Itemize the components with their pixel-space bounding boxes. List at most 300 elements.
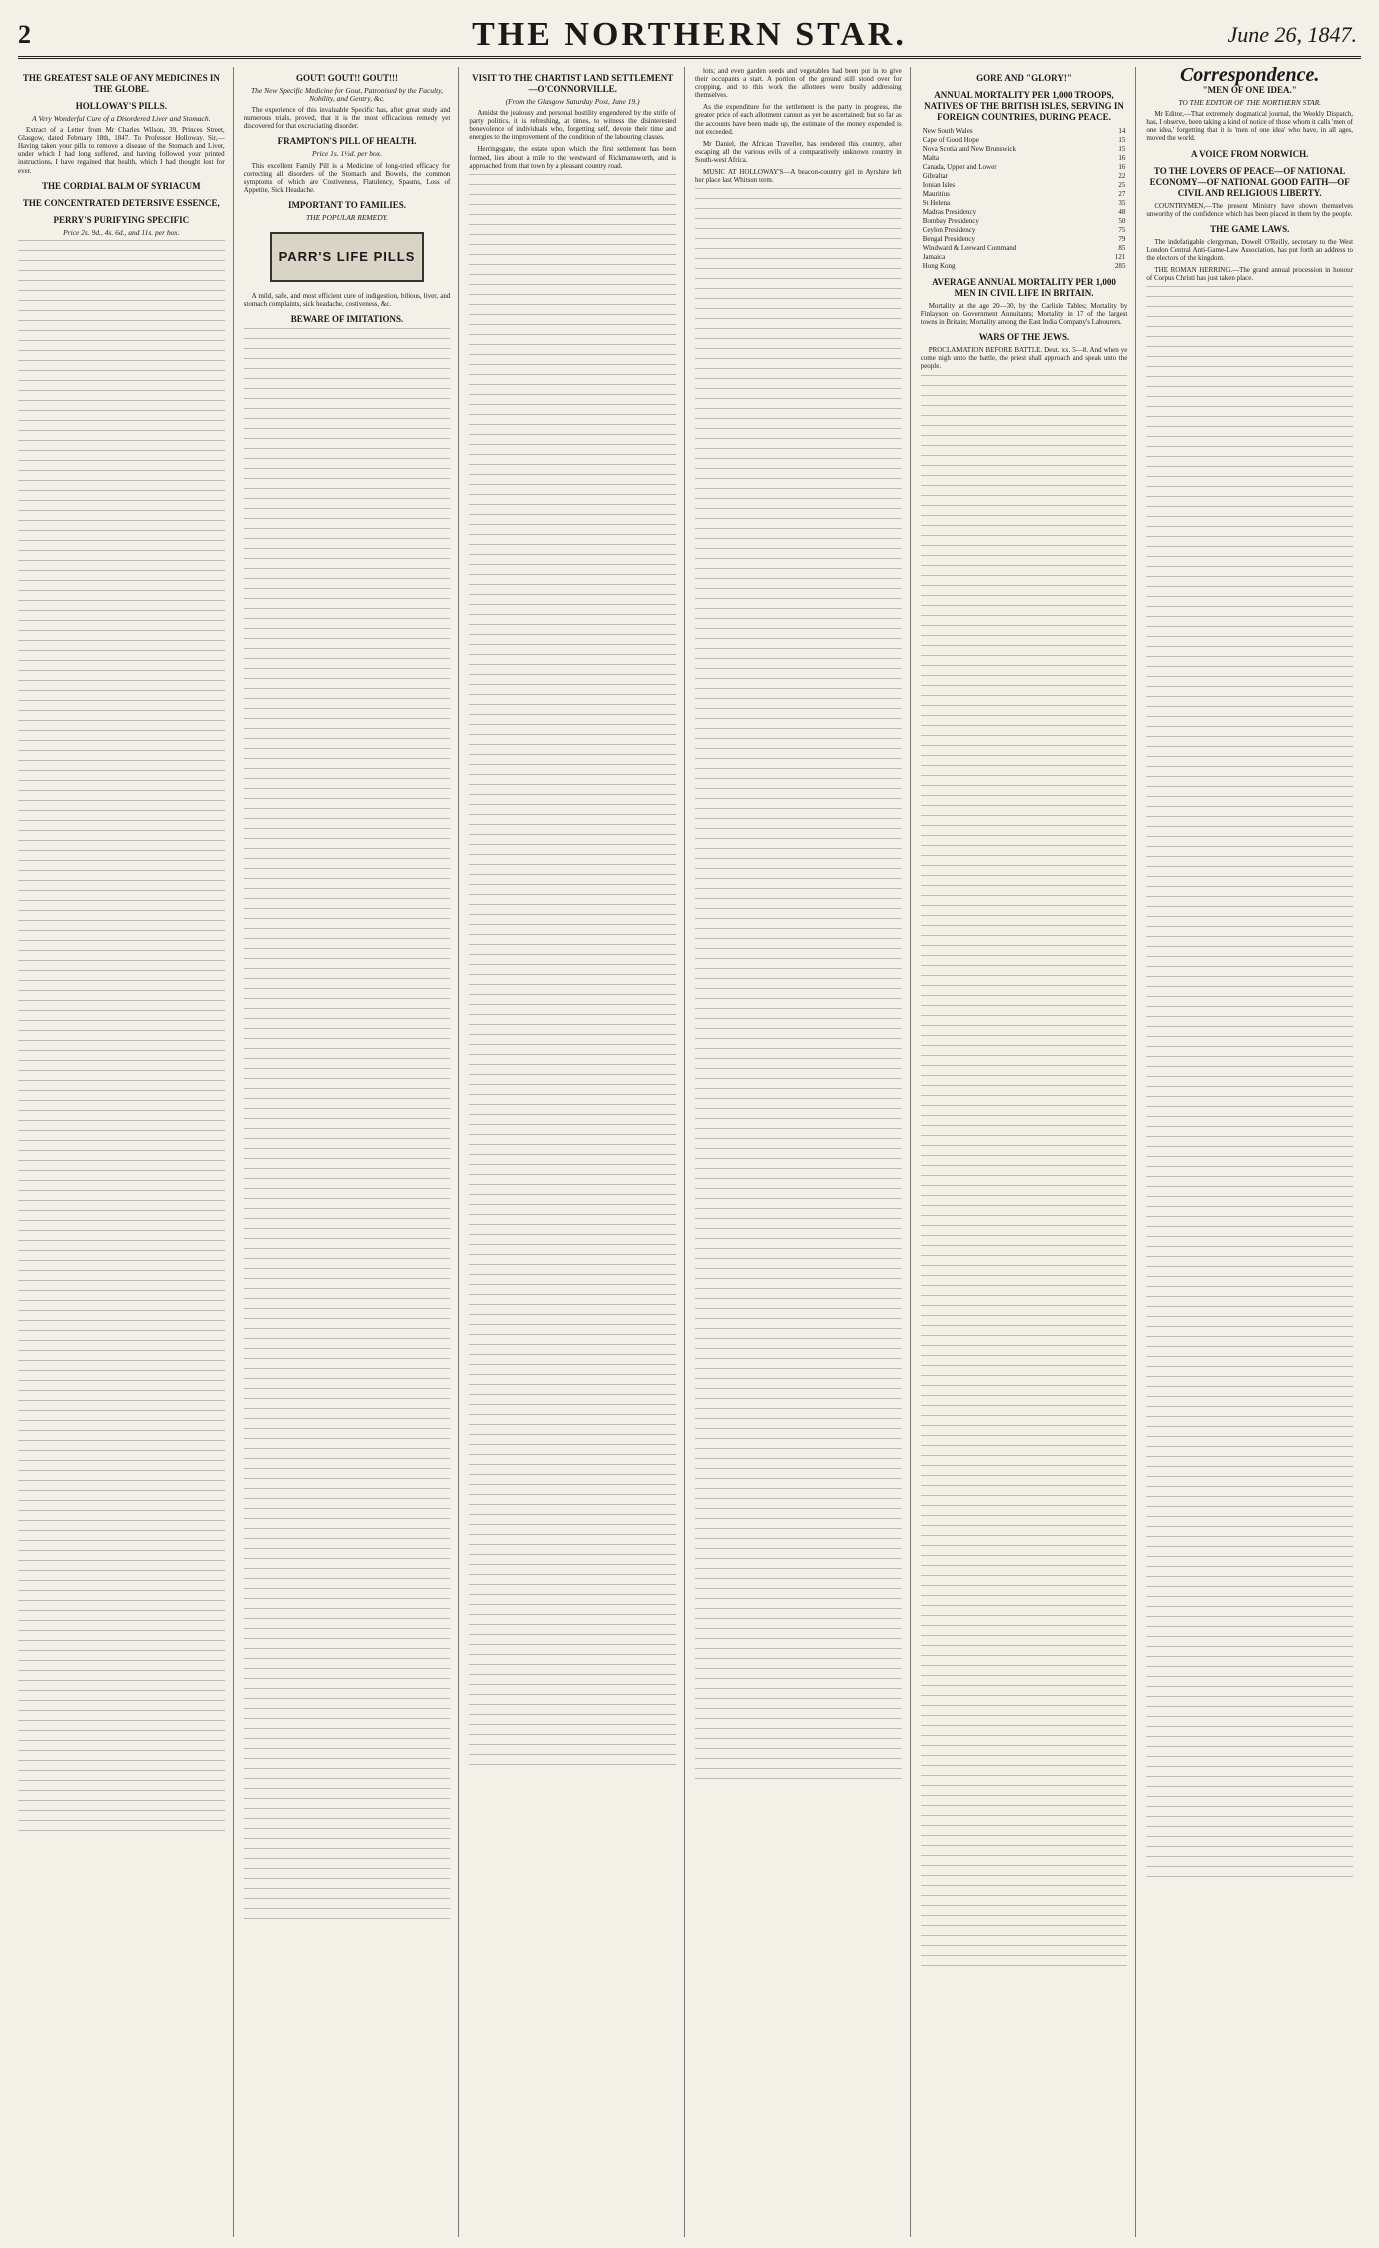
- text-line: [1146, 1036, 1353, 1044]
- text-line: [469, 1004, 676, 1012]
- text-line: [921, 665, 1128, 673]
- text-line: [244, 958, 451, 966]
- text-line: [1146, 306, 1353, 314]
- column-2: [244, 67, 460, 2237]
- text-line: [921, 1155, 1128, 1163]
- text-line: [469, 924, 676, 932]
- text-line: [469, 634, 676, 642]
- text-line: [921, 445, 1128, 453]
- text-line: [1146, 1296, 1353, 1304]
- text-line: [469, 1024, 676, 1032]
- table-row: [921, 208, 1128, 217]
- text-line: [921, 1655, 1128, 1663]
- text-line: [469, 834, 676, 842]
- table-cell-rate: 16: [1118, 154, 1126, 162]
- text-line: [1146, 966, 1353, 974]
- text-line: [18, 1590, 225, 1598]
- text-line: [469, 664, 676, 672]
- masthead: [18, 12, 1361, 59]
- table-row: [921, 226, 1128, 235]
- article-paragraph: Amidst the jealousy and personal hostility engendered by the strife of party politics, it is refreshing, at times, to witness the disinterested benevolence of individuals who, forgetting self, devote their time and energies to the improvement of the condition of the labouring classes.: [469, 109, 677, 142]
- text-line: [921, 1195, 1128, 1203]
- text-line: [469, 1064, 676, 1072]
- text-line: [921, 1645, 1128, 1653]
- text-line: [244, 1228, 451, 1236]
- text-line: [921, 435, 1128, 443]
- text-line: [18, 1040, 225, 1048]
- text-line: [695, 1168, 902, 1176]
- text-line: [18, 860, 225, 868]
- text-line: [244, 328, 451, 336]
- table-cell-place: New South Wales: [922, 127, 973, 135]
- text-line: [469, 714, 676, 722]
- text-line: [695, 1158, 902, 1166]
- text-line: [1146, 816, 1353, 824]
- text-line: [1146, 406, 1353, 414]
- text-line: [1146, 1196, 1353, 1204]
- text-line: [921, 505, 1128, 513]
- text-line: [695, 1748, 902, 1756]
- text-line: [18, 1350, 225, 1358]
- text-line: [695, 1248, 902, 1256]
- text-line: [1146, 1776, 1353, 1784]
- text-line: [469, 1364, 676, 1372]
- text-line: [921, 1755, 1128, 1763]
- text-line: [18, 670, 225, 678]
- text-line: [18, 1320, 225, 1328]
- text-line: [244, 1098, 451, 1106]
- text-line: [695, 1128, 902, 1136]
- text-line: [1146, 1546, 1353, 1554]
- text-line: [695, 1258, 902, 1266]
- text-line: [1146, 1836, 1353, 1844]
- text-line: [469, 814, 676, 822]
- text-line: [244, 618, 451, 626]
- text-line: [921, 1375, 1128, 1383]
- text-line: [921, 1015, 1128, 1023]
- text-line: [1146, 1616, 1353, 1624]
- text-line: [18, 910, 225, 918]
- text-line: [1146, 1056, 1353, 1064]
- text-line: [695, 1568, 902, 1576]
- text-line: [921, 1625, 1128, 1633]
- text-line: [244, 1138, 451, 1146]
- text-line: [1146, 606, 1353, 614]
- text-line: [244, 808, 451, 816]
- text-line: [695, 1278, 902, 1286]
- text-line: [18, 1560, 225, 1568]
- text-line: [469, 994, 676, 1002]
- text-line: [18, 1460, 225, 1468]
- text-line: [921, 1065, 1128, 1073]
- text-line: [244, 1538, 451, 1546]
- text-line: [18, 1120, 225, 1128]
- article-heading: THE GREATEST SALE OF ANY MEDICINES IN THE GLOBE.: [22, 73, 220, 94]
- text-line: [1146, 1806, 1353, 1814]
- column-6: [1146, 67, 1361, 2237]
- text-line: [469, 1514, 676, 1522]
- text-line: [469, 1524, 676, 1532]
- text-line: [18, 1670, 225, 1678]
- text-line: [921, 1095, 1128, 1103]
- text-line: [695, 1198, 902, 1206]
- text-line: [244, 1268, 451, 1276]
- text-line: [469, 1234, 676, 1242]
- text-line: [1146, 706, 1353, 714]
- text-line: [921, 1535, 1128, 1543]
- advertisement-banner: PARR'S LIFE PILLS: [270, 232, 424, 282]
- text-line: [695, 338, 902, 346]
- text-line: [18, 550, 225, 558]
- text-line: [18, 1510, 225, 1518]
- text-line: [1146, 956, 1353, 964]
- text-line: [695, 1088, 902, 1096]
- text-line: [695, 1578, 902, 1586]
- text-line: [244, 528, 451, 536]
- text-line: [921, 1805, 1128, 1813]
- text-line: [244, 1608, 451, 1616]
- text-line: [1146, 1306, 1353, 1314]
- text-line: [469, 414, 676, 422]
- text-line: [469, 854, 676, 862]
- text-line: [18, 1450, 225, 1458]
- text-line: [695, 1228, 902, 1236]
- text-line: [18, 1030, 225, 1038]
- text-line: [244, 1658, 451, 1666]
- text-line: [469, 614, 676, 622]
- text-line: [921, 1365, 1128, 1373]
- text-line: [1146, 1046, 1353, 1054]
- text-line: [921, 985, 1128, 993]
- text-line: [921, 1735, 1128, 1743]
- text-line: [244, 1308, 451, 1316]
- text-line: [244, 978, 451, 986]
- text-line: [18, 1810, 225, 1818]
- text-line: [244, 1198, 451, 1206]
- text-line: [695, 828, 902, 836]
- text-line: [695, 478, 902, 486]
- text-line: [921, 685, 1128, 693]
- text-line: [695, 188, 902, 196]
- text-line: [18, 1580, 225, 1588]
- text-line: [695, 378, 902, 386]
- text-line: [1146, 1646, 1353, 1654]
- text-line: [469, 1654, 676, 1662]
- text-line: [18, 1380, 225, 1388]
- text-line: [18, 1270, 225, 1278]
- text-line: [18, 730, 225, 738]
- article-subheading: Price 1s. 1½d. per box.: [312, 149, 382, 159]
- text-line: [469, 1724, 676, 1732]
- text-line: [244, 908, 451, 916]
- text-line: [921, 705, 1128, 713]
- text-line: [469, 1244, 676, 1252]
- text-line: [921, 485, 1128, 493]
- text-line: [921, 1005, 1128, 1013]
- text-line: [244, 1408, 451, 1416]
- text-line: [921, 1235, 1128, 1243]
- text-line: [469, 824, 676, 832]
- text-line: [1146, 1166, 1353, 1174]
- text-line: [469, 1434, 676, 1442]
- text-line: [695, 858, 902, 866]
- text-line: [695, 998, 902, 1006]
- text-line: [469, 784, 676, 792]
- text-line: [1146, 1446, 1353, 1454]
- text-line: [469, 964, 676, 972]
- text-line: [1146, 546, 1353, 554]
- text-line: [695, 1068, 902, 1076]
- text-line: [469, 1564, 676, 1572]
- text-line: [469, 1094, 676, 1102]
- text-line: [18, 1200, 225, 1208]
- text-line: [18, 390, 225, 398]
- text-line: [244, 458, 451, 466]
- text-line: [244, 838, 451, 846]
- text-line: [1146, 1186, 1353, 1194]
- article-paragraph: Herringsgate, the estate upon which the first settlement has been formed, lies about a mile to the westward of Rickmansworth, and is approached from that town by a pleasant country road.: [469, 145, 677, 170]
- text-line: [244, 1478, 451, 1486]
- text-line: [695, 368, 902, 376]
- table-cell-rate: 14: [1118, 127, 1126, 135]
- text-line: [921, 515, 1128, 523]
- text-line: [921, 1435, 1128, 1443]
- text-line: [1146, 1236, 1353, 1244]
- text-line: [18, 1280, 225, 1288]
- text-line: [469, 1464, 676, 1472]
- text-line: [18, 900, 225, 908]
- text-line: [469, 324, 676, 332]
- text-line: [695, 698, 902, 706]
- text-line: [1146, 646, 1353, 654]
- text-line: [921, 595, 1128, 603]
- text-line: [244, 1048, 451, 1056]
- column-5: [921, 67, 1137, 2237]
- text-line: [1146, 1416, 1353, 1424]
- text-line: [921, 1245, 1128, 1253]
- text-line: [921, 605, 1128, 613]
- text-line: [18, 1600, 225, 1608]
- text-line: [244, 1838, 451, 1846]
- text-line: [244, 1698, 451, 1706]
- text-line: [469, 584, 676, 592]
- text-line: [469, 1634, 676, 1642]
- text-line: [18, 270, 225, 278]
- text-line: [1146, 1016, 1353, 1024]
- text-line: [921, 1595, 1128, 1603]
- text-line: [695, 898, 902, 906]
- text-line: [1146, 1366, 1353, 1374]
- text-line: [695, 278, 902, 286]
- text-line: [695, 868, 902, 876]
- text-line: [244, 1088, 451, 1096]
- text-line: [695, 1608, 902, 1616]
- text-line: [469, 1354, 676, 1362]
- text-line: [18, 310, 225, 318]
- text-line: [469, 1334, 676, 1342]
- text-line: [469, 384, 676, 392]
- text-line: [244, 1918, 451, 1926]
- text-line: [18, 360, 225, 368]
- text-line: [469, 1074, 676, 1082]
- text-line: [695, 1358, 902, 1366]
- text-line: [244, 668, 451, 676]
- text-line: [695, 948, 902, 956]
- text-line: [18, 1130, 225, 1138]
- text-line: [695, 1208, 902, 1216]
- table-row: [921, 163, 1128, 172]
- text-line: [18, 700, 225, 708]
- text-line: [921, 835, 1128, 843]
- text-line: [469, 1264, 676, 1272]
- text-line: [695, 968, 902, 976]
- table-cell-rate: 50: [1118, 217, 1126, 225]
- text-line: [244, 608, 451, 616]
- article-subheading: A Very Wonderful Cure of a Disordered Liver and Stomach.: [32, 114, 211, 123]
- text-line: [1146, 946, 1353, 954]
- text-line: [695, 1008, 902, 1016]
- text-line: [18, 560, 225, 568]
- text-line: [18, 1140, 225, 1148]
- text-line: [469, 1344, 676, 1352]
- text-line: [1146, 746, 1353, 754]
- text-line: [695, 1268, 902, 1276]
- text-line: [18, 690, 225, 698]
- text-line: [18, 1540, 225, 1548]
- text-line: [1146, 1456, 1353, 1464]
- text-line: [695, 348, 902, 356]
- text-line: [469, 364, 676, 372]
- text-line: [921, 1895, 1128, 1903]
- text-line: [921, 1665, 1128, 1673]
- text-line: [921, 805, 1128, 813]
- text-line: [695, 1398, 902, 1406]
- text-line: [18, 340, 225, 348]
- text-line: [1146, 1226, 1353, 1234]
- text-line: [921, 1775, 1128, 1783]
- text-line: [244, 1578, 451, 1586]
- text-line: [695, 958, 902, 966]
- text-line: [18, 420, 225, 428]
- text-line: [921, 1145, 1128, 1153]
- text-line: [18, 990, 225, 998]
- text-line: [18, 450, 225, 458]
- text-line: [18, 620, 225, 628]
- text-line: [1146, 726, 1353, 734]
- text-line: [1146, 1606, 1353, 1614]
- text-line: [469, 1224, 676, 1232]
- text-line: [695, 1598, 902, 1606]
- text-line: [921, 1515, 1128, 1523]
- text-line: [1146, 686, 1353, 694]
- text-line: [695, 1538, 902, 1546]
- text-line: [469, 1424, 676, 1432]
- text-line: [921, 1555, 1128, 1563]
- text-line: [18, 820, 225, 828]
- text-line: [1146, 1556, 1353, 1564]
- text-line: [1146, 1466, 1353, 1474]
- text-line: [18, 400, 225, 408]
- text-line: [695, 1048, 902, 1056]
- article-subheading: THE POPULAR REMEDY.: [306, 212, 389, 222]
- text-line: [469, 1164, 676, 1172]
- text-line: [18, 940, 225, 948]
- text-line: [469, 524, 676, 532]
- text-line: [1146, 526, 1353, 534]
- text-line: [921, 1255, 1128, 1263]
- text-line: [695, 468, 902, 476]
- text-line: [695, 448, 902, 456]
- text-line: [921, 1835, 1128, 1843]
- text-line: [921, 1475, 1128, 1483]
- text-line: [1146, 456, 1353, 464]
- text-line: [18, 1400, 225, 1408]
- text-line: [921, 625, 1128, 633]
- text-line: [18, 1310, 225, 1318]
- text-line: [695, 1368, 902, 1376]
- text-line: [18, 1710, 225, 1718]
- text-line: [244, 1778, 451, 1786]
- text-line: [244, 1728, 451, 1736]
- text-line: [1146, 376, 1353, 384]
- text-line: [469, 1324, 676, 1332]
- text-line: [469, 434, 676, 442]
- text-line: [921, 955, 1128, 963]
- text-line: [1146, 1026, 1353, 1034]
- text-line: [921, 1545, 1128, 1553]
- text-line: [1146, 1766, 1353, 1774]
- text-line: [244, 1128, 451, 1136]
- text-line: [18, 530, 225, 538]
- text-line: [1146, 1866, 1353, 1874]
- newspaper-title: THE NORTHERN STAR.: [472, 16, 907, 53]
- text-line: [1146, 1376, 1353, 1384]
- text-line: [695, 918, 902, 926]
- text-line: [469, 734, 676, 742]
- text-line: [921, 735, 1128, 743]
- text-line: [695, 1528, 902, 1536]
- text-line: [244, 1808, 451, 1816]
- text-line: [469, 804, 676, 812]
- text-line: [921, 885, 1128, 893]
- text-line: [695, 668, 902, 676]
- text-line: [469, 744, 676, 752]
- text-line: [18, 1420, 225, 1428]
- text-line: [695, 548, 902, 556]
- text-line: [695, 1188, 902, 1196]
- text-line: [921, 1855, 1128, 1863]
- text-line: [695, 388, 902, 396]
- article-heading: ANNUAL MORTALITY PER 1,000 TROOPS, NATIVES OF THE BRITISH ISLES, SERVING IN FOREIGN COUNTRIES, DURING PEACE.: [924, 90, 1124, 122]
- text-line: [18, 300, 225, 308]
- text-line: [244, 828, 451, 836]
- text-line: [921, 1495, 1128, 1503]
- text-line: [1146, 556, 1353, 564]
- text-line: [921, 1685, 1128, 1693]
- text-line: [921, 1035, 1128, 1043]
- text-line: [921, 1845, 1128, 1853]
- text-line: [244, 1278, 451, 1286]
- text-line: [469, 974, 676, 982]
- text-line: [469, 1644, 676, 1652]
- text-line: [244, 1168, 451, 1176]
- text-line: [1146, 836, 1353, 844]
- text-line: [18, 1340, 225, 1348]
- text-line: [921, 1225, 1128, 1233]
- article-heading: AVERAGE ANNUAL MORTALITY PER 1,000 MEN IN CIVIL LIFE IN BRITAIN.: [932, 277, 1116, 298]
- text-line: [469, 1104, 676, 1112]
- text-line: [1146, 1576, 1353, 1584]
